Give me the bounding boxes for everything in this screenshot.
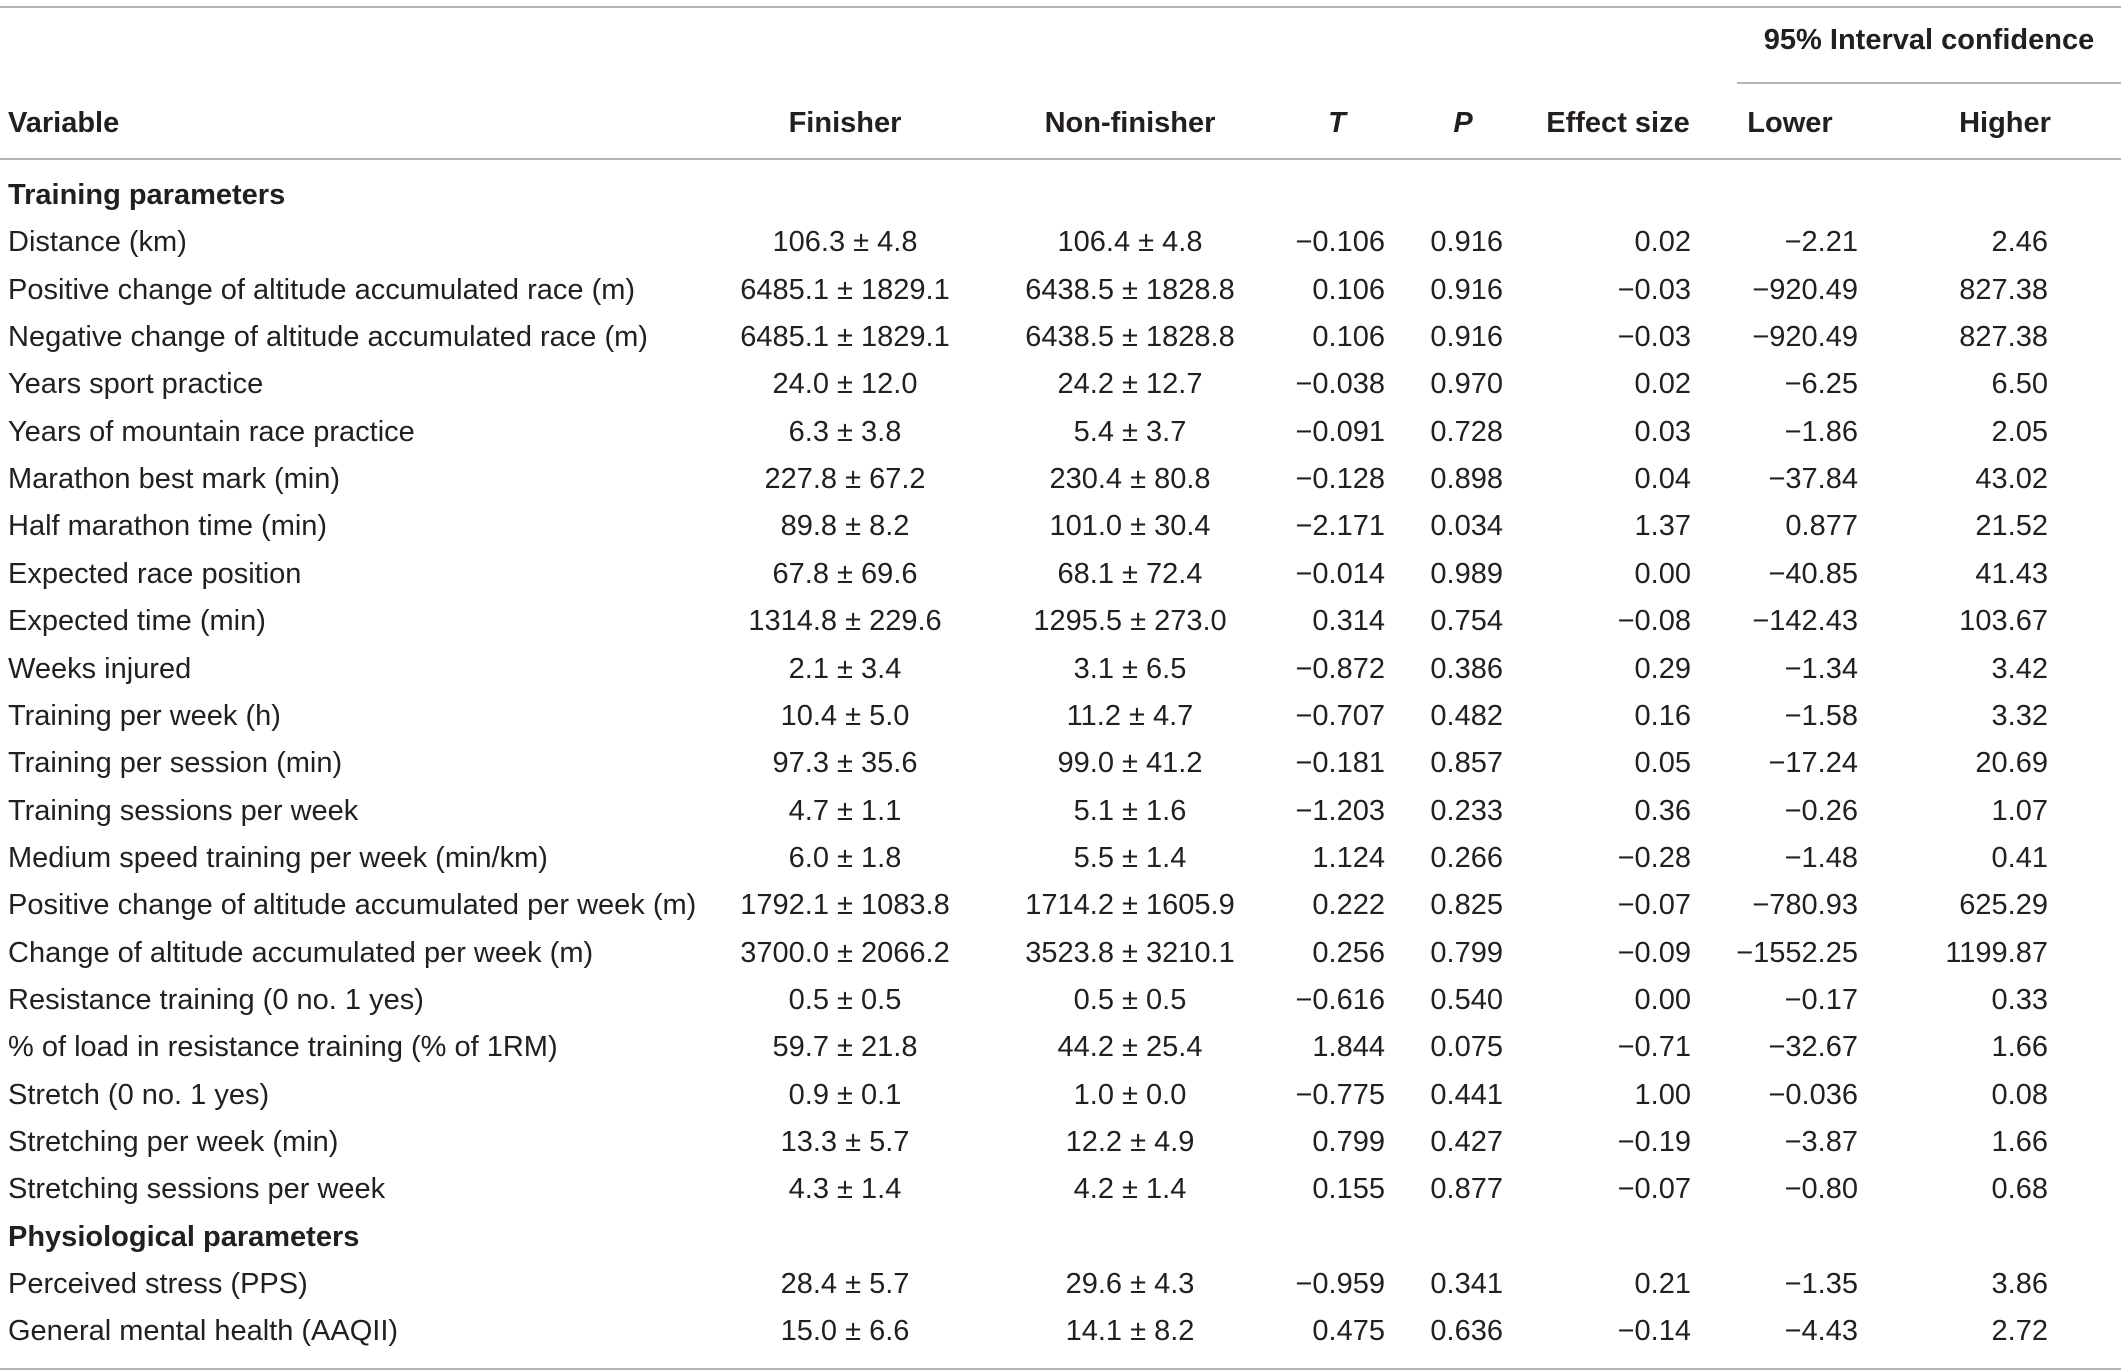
table-top-rule bbox=[0, 6, 2121, 8]
cell-lower: −0.26 bbox=[1784, 795, 1858, 827]
cell-non-finisher: 6438.5 ± 1828.8 bbox=[1025, 274, 1235, 306]
cell-t: 0.222 bbox=[1312, 889, 1385, 921]
cell-effect-size: 0.00 bbox=[1634, 984, 1691, 1016]
cell-higher: 2.72 bbox=[1991, 1315, 2048, 1347]
cell-t: −0.091 bbox=[1295, 416, 1385, 448]
cell-higher: 0.68 bbox=[1991, 1173, 2048, 1205]
cell-variable: Years sport practice bbox=[8, 368, 264, 400]
cell-finisher: 6485.1 ± 1829.1 bbox=[740, 321, 950, 353]
cell-higher: 3.42 bbox=[1991, 653, 2048, 685]
cell-finisher: 4.7 ± 1.1 bbox=[788, 795, 902, 827]
cell-variable: Weeks injured bbox=[8, 653, 192, 685]
cell-effect-size: 0.02 bbox=[1634, 226, 1691, 258]
cell-non-finisher: 24.2 ± 12.7 bbox=[1057, 368, 1203, 400]
header-effect-size: Effect size bbox=[1546, 107, 1690, 139]
cell-lower: −32.67 bbox=[1768, 1031, 1858, 1063]
cell-higher: 2.46 bbox=[1991, 226, 2048, 258]
cell-variable: Positive change of altitude accumulated race (m) bbox=[8, 274, 636, 306]
cell-p: 0.636 bbox=[1430, 1315, 1503, 1347]
cell-variable: Expected time (min) bbox=[8, 605, 266, 637]
cell-finisher: 15.0 ± 6.6 bbox=[780, 1315, 910, 1347]
cell-p: 0.916 bbox=[1430, 226, 1503, 258]
cell-effect-size: −0.03 bbox=[1617, 274, 1691, 306]
cell-lower: −0.80 bbox=[1784, 1173, 1858, 1205]
cell-non-finisher: 5.5 ± 1.4 bbox=[1073, 842, 1187, 874]
section-title: Training parameters bbox=[8, 179, 286, 211]
cell-finisher: 0.9 ± 0.1 bbox=[788, 1079, 902, 1111]
cell-t: 0.106 bbox=[1312, 321, 1385, 353]
cell-t: −0.014 bbox=[1295, 558, 1385, 590]
cell-effect-size: −0.14 bbox=[1617, 1315, 1691, 1347]
cell-finisher: 106.3 ± 4.8 bbox=[772, 226, 918, 258]
cell-t: 0.475 bbox=[1312, 1315, 1385, 1347]
cell-non-finisher: 0.5 ± 0.5 bbox=[1073, 984, 1187, 1016]
cell-p: 0.898 bbox=[1430, 463, 1503, 495]
cell-non-finisher: 3.1 ± 6.5 bbox=[1073, 653, 1187, 685]
cell-finisher: 89.8 ± 8.2 bbox=[780, 510, 910, 542]
cell-non-finisher: 14.1 ± 8.2 bbox=[1065, 1315, 1195, 1347]
cell-finisher: 10.4 ± 5.0 bbox=[780, 700, 910, 732]
header-non-finisher: Non-finisher bbox=[1044, 107, 1216, 139]
cell-effect-size: 1.37 bbox=[1634, 510, 1691, 542]
cell-t: −0.959 bbox=[1295, 1268, 1385, 1300]
cell-t: −0.707 bbox=[1295, 700, 1385, 732]
cell-p: 0.754 bbox=[1430, 605, 1503, 637]
cell-variable: Stretching sessions per week bbox=[8, 1173, 386, 1205]
cell-p: 0.989 bbox=[1430, 558, 1503, 590]
cell-non-finisher: 6438.5 ± 1828.8 bbox=[1025, 321, 1235, 353]
cell-effect-size: −0.07 bbox=[1617, 889, 1691, 921]
cell-variable: Perceived stress (PPS) bbox=[8, 1268, 308, 1300]
cell-non-finisher: 5.1 ± 1.6 bbox=[1073, 795, 1187, 827]
cell-p: 0.916 bbox=[1430, 321, 1503, 353]
cell-variable: Training per session (min) bbox=[8, 747, 343, 779]
cell-non-finisher: 106.4 ± 4.8 bbox=[1057, 226, 1203, 258]
cell-t: 0.256 bbox=[1312, 937, 1385, 969]
cell-lower: −17.24 bbox=[1768, 747, 1858, 779]
cell-t: 0.799 bbox=[1312, 1126, 1385, 1158]
cell-t: 0.155 bbox=[1312, 1173, 1385, 1205]
cell-higher: 21.52 bbox=[1975, 510, 2048, 542]
cell-lower: −1.34 bbox=[1784, 653, 1858, 685]
cell-lower: −0.036 bbox=[1768, 1079, 1858, 1111]
cell-finisher: 227.8 ± 67.2 bbox=[764, 463, 926, 495]
cell-p: 0.970 bbox=[1430, 368, 1503, 400]
cell-higher: 41.43 bbox=[1975, 558, 2048, 590]
cell-p: 0.825 bbox=[1430, 889, 1503, 921]
cell-effect-size: −0.28 bbox=[1617, 842, 1691, 874]
cell-higher: 20.69 bbox=[1975, 747, 2048, 779]
cell-lower: −3.87 bbox=[1784, 1126, 1858, 1158]
cell-lower: −1.86 bbox=[1784, 416, 1858, 448]
cell-variable: Distance (km) bbox=[8, 226, 187, 258]
cell-non-finisher: 3523.8 ± 3210.1 bbox=[1025, 937, 1235, 969]
cell-variable: Positive change of altitude accumulated per week (m) bbox=[8, 889, 697, 921]
cell-p: 0.482 bbox=[1430, 700, 1503, 732]
cell-t: 1.844 bbox=[1312, 1031, 1385, 1063]
cell-t: 1.124 bbox=[1312, 842, 1385, 874]
cell-lower: −920.49 bbox=[1752, 274, 1858, 306]
table-bottom-rule bbox=[0, 1368, 2121, 1370]
cell-effect-size: −0.09 bbox=[1617, 937, 1691, 969]
header-lower: Lower bbox=[1747, 107, 1833, 139]
header-t: T bbox=[1328, 107, 1346, 139]
cell-effect-size: 0.04 bbox=[1634, 463, 1691, 495]
cell-effect-size: −0.08 bbox=[1617, 605, 1691, 637]
cell-higher: 625.29 bbox=[1959, 889, 2048, 921]
cell-t: −0.616 bbox=[1295, 984, 1385, 1016]
cell-finisher: 67.8 ± 69.6 bbox=[772, 558, 918, 590]
cell-p: 0.857 bbox=[1430, 747, 1503, 779]
cell-non-finisher: 1714.2 ± 1605.9 bbox=[1025, 889, 1235, 921]
header-p: P bbox=[1453, 107, 1473, 139]
cell-variable: Resistance training (0 no. 1 yes) bbox=[8, 984, 424, 1016]
cell-effect-size: 0.21 bbox=[1634, 1268, 1691, 1300]
header-finisher: Finisher bbox=[788, 107, 902, 139]
cell-lower: −920.49 bbox=[1752, 321, 1858, 353]
cell-t: −1.203 bbox=[1295, 795, 1385, 827]
cell-p: 0.341 bbox=[1430, 1268, 1503, 1300]
cell-variable: Stretch (0 no. 1 yes) bbox=[8, 1079, 270, 1111]
cell-finisher: 1314.8 ± 229.6 bbox=[748, 605, 942, 637]
cell-non-finisher: 4.2 ± 1.4 bbox=[1073, 1173, 1187, 1205]
header-rule bbox=[0, 158, 2121, 160]
cell-p: 0.728 bbox=[1430, 416, 1503, 448]
cell-lower: −1552.25 bbox=[1736, 937, 1858, 969]
cell-finisher: 97.3 ± 35.6 bbox=[772, 747, 918, 779]
cell-non-finisher: 5.4 ± 3.7 bbox=[1073, 416, 1187, 448]
cell-finisher: 13.3 ± 5.7 bbox=[780, 1126, 910, 1158]
cell-p: 0.441 bbox=[1430, 1079, 1503, 1111]
cell-lower: −780.93 bbox=[1752, 889, 1858, 921]
cell-non-finisher: 29.6 ± 4.3 bbox=[1065, 1268, 1195, 1300]
cell-t: −2.171 bbox=[1295, 510, 1385, 542]
cell-effect-size: −0.03 bbox=[1617, 321, 1691, 353]
cell-finisher: 3700.0 ± 2066.2 bbox=[740, 937, 950, 969]
cell-p: 0.427 bbox=[1430, 1126, 1503, 1158]
cell-non-finisher: 230.4 ± 80.8 bbox=[1049, 463, 1211, 495]
cell-higher: 0.41 bbox=[1991, 842, 2048, 874]
cell-higher: 0.08 bbox=[1991, 1079, 2048, 1111]
cell-effect-size: 0.00 bbox=[1634, 558, 1691, 590]
header-variable: Variable bbox=[8, 107, 120, 139]
cell-finisher: 28.4 ± 5.7 bbox=[780, 1268, 910, 1300]
cell-higher: 2.05 bbox=[1991, 416, 2048, 448]
cell-higher: 1.66 bbox=[1991, 1126, 2048, 1158]
cell-variable: Half marathon time (min) bbox=[8, 510, 328, 542]
cell-variable: Stretching per week (min) bbox=[8, 1126, 339, 1158]
cell-variable: Change of altitude accumulated per week (m) bbox=[8, 937, 594, 969]
cell-effect-size: 1.00 bbox=[1634, 1079, 1691, 1111]
header-higher: Higher bbox=[1959, 107, 2051, 139]
cell-finisher: 24.0 ± 12.0 bbox=[772, 368, 918, 400]
cell-effect-size: −0.07 bbox=[1617, 1173, 1691, 1205]
cell-effect-size: 0.36 bbox=[1634, 795, 1691, 827]
cell-variable: Training sessions per week bbox=[8, 795, 359, 827]
cell-lower: −4.43 bbox=[1784, 1315, 1858, 1347]
cell-finisher: 0.5 ± 0.5 bbox=[788, 984, 902, 1016]
cell-higher: 1.07 bbox=[1991, 795, 2048, 827]
cell-non-finisher: 44.2 ± 25.4 bbox=[1057, 1031, 1203, 1063]
cell-t: 0.106 bbox=[1312, 274, 1385, 306]
cell-variable: General mental health (AAQII) bbox=[8, 1315, 399, 1347]
ci-group-header: 95% Interval confidence bbox=[1763, 24, 2095, 56]
cell-effect-size: 0.03 bbox=[1634, 416, 1691, 448]
cell-p: 0.540 bbox=[1430, 984, 1503, 1016]
cell-variable: Expected race position bbox=[8, 558, 302, 590]
cell-finisher: 1792.1 ± 1083.8 bbox=[740, 889, 950, 921]
cell-effect-size: −0.71 bbox=[1617, 1031, 1691, 1063]
cell-p: 0.916 bbox=[1430, 274, 1503, 306]
cell-lower: −37.84 bbox=[1768, 463, 1858, 495]
cell-lower: −0.17 bbox=[1784, 984, 1858, 1016]
cell-non-finisher: 12.2 ± 4.9 bbox=[1065, 1126, 1195, 1158]
cell-finisher: 4.3 ± 1.4 bbox=[788, 1173, 902, 1205]
cell-t: 0.314 bbox=[1312, 605, 1385, 637]
cell-p: 0.799 bbox=[1430, 937, 1503, 969]
cell-t: −0.775 bbox=[1295, 1079, 1385, 1111]
cell-lower: −6.25 bbox=[1784, 368, 1858, 400]
cell-variable: Medium speed training per week (min/km) bbox=[8, 842, 548, 874]
cell-effect-size: 0.29 bbox=[1634, 653, 1691, 685]
ci-group-rule bbox=[1737, 82, 2121, 84]
cell-t: −0.181 bbox=[1295, 747, 1385, 779]
cell-variable: % of load in resistance training (% of 1RM) bbox=[8, 1031, 558, 1063]
cell-higher: 3.86 bbox=[1991, 1268, 2048, 1300]
cell-lower: −1.48 bbox=[1784, 842, 1858, 874]
cell-effect-size: −0.19 bbox=[1617, 1126, 1691, 1158]
cell-effect-size: 0.02 bbox=[1634, 368, 1691, 400]
cell-lower: −2.21 bbox=[1784, 226, 1858, 258]
cell-higher: 1199.87 bbox=[1945, 937, 2048, 969]
cell-p: 0.386 bbox=[1430, 653, 1503, 685]
cell-lower: −142.43 bbox=[1752, 605, 1858, 637]
cell-p: 0.034 bbox=[1430, 510, 1503, 542]
cell-finisher: 6.0 ± 1.8 bbox=[788, 842, 902, 874]
cell-lower: −1.35 bbox=[1784, 1268, 1858, 1300]
cell-higher: 1.66 bbox=[1991, 1031, 2048, 1063]
cell-higher: 3.32 bbox=[1991, 700, 2048, 732]
cell-finisher: 2.1 ± 3.4 bbox=[788, 653, 902, 685]
cell-non-finisher: 1295.5 ± 273.0 bbox=[1033, 605, 1227, 637]
cell-higher: 103.67 bbox=[1959, 605, 2048, 637]
cell-non-finisher: 99.0 ± 41.2 bbox=[1057, 747, 1203, 779]
cell-t: −0.106 bbox=[1295, 226, 1385, 258]
cell-non-finisher: 101.0 ± 30.4 bbox=[1049, 510, 1211, 542]
cell-non-finisher: 11.2 ± 4.7 bbox=[1066, 700, 1194, 732]
cell-variable: Marathon best mark (min) bbox=[8, 463, 340, 495]
cell-t: −0.872 bbox=[1295, 653, 1385, 685]
cell-higher: 827.38 bbox=[1959, 321, 2048, 353]
cell-non-finisher: 1.0 ± 0.0 bbox=[1073, 1079, 1187, 1111]
cell-finisher: 6.3 ± 3.8 bbox=[788, 416, 902, 448]
cell-p: 0.266 bbox=[1430, 842, 1503, 874]
cell-higher: 0.33 bbox=[1991, 984, 2048, 1016]
section-title: Physiological parameters bbox=[8, 1221, 360, 1253]
cell-t: −0.128 bbox=[1295, 463, 1385, 495]
cell-higher: 43.02 bbox=[1975, 463, 2048, 495]
cell-non-finisher: 68.1 ± 72.4 bbox=[1057, 558, 1203, 590]
cell-lower: −40.85 bbox=[1768, 558, 1858, 590]
cell-finisher: 6485.1 ± 1829.1 bbox=[740, 274, 950, 306]
cell-p: 0.075 bbox=[1430, 1031, 1503, 1063]
cell-lower: 0.877 bbox=[1785, 510, 1858, 542]
cell-higher: 827.38 bbox=[1959, 274, 2048, 306]
cell-finisher: 59.7 ± 21.8 bbox=[772, 1031, 918, 1063]
cell-t: −0.038 bbox=[1295, 368, 1385, 400]
cell-p: 0.233 bbox=[1430, 795, 1503, 827]
cell-effect-size: 0.16 bbox=[1634, 700, 1691, 732]
cell-variable: Negative change of altitude accumulated race (m) bbox=[8, 321, 648, 353]
cell-higher: 6.50 bbox=[1991, 368, 2048, 400]
cell-variable: Training per week (h) bbox=[8, 700, 281, 732]
cell-variable: Years of mountain race practice bbox=[8, 416, 415, 448]
cell-lower: −1.58 bbox=[1784, 700, 1858, 732]
cell-effect-size: 0.05 bbox=[1634, 747, 1691, 779]
cell-p: 0.877 bbox=[1430, 1173, 1503, 1205]
